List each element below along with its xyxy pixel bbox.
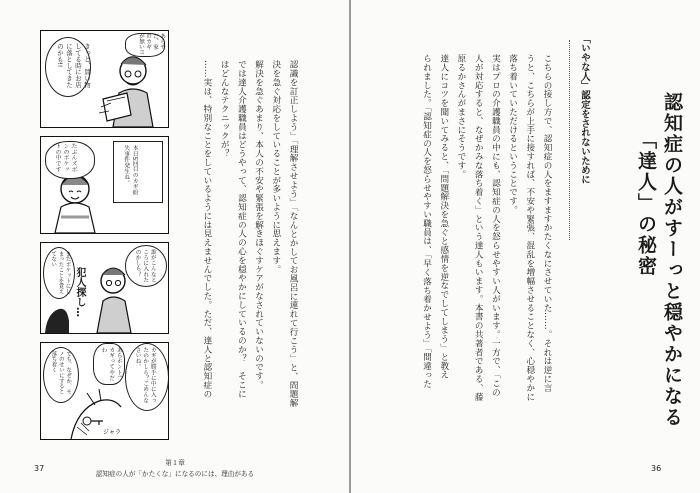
chapter-heading <box>625 92 685 452</box>
thought-text: またポケットにしまったことを覚えてない <box>50 251 71 295</box>
speech-text: 誰がこんなところに入れたのかしら？ <box>134 249 156 283</box>
text-line: うと、こちらが上手に接すれば、不安や緊張、混乱を増幅させることなく、心穏やかに <box>524 54 535 402</box>
right-page <box>351 0 700 493</box>
comic-panel-1 <box>40 30 169 128</box>
comic-panel-4 <box>40 342 169 440</box>
thought-text: でも、なぜか、モノのせいにすると落ち着く <box>50 351 72 395</box>
text-line: ……実は、特別なことをしているようには見えませんでした。ただ、達人と認知症の <box>201 60 212 399</box>
page-number: 37 <box>34 464 45 473</box>
left-page <box>0 0 349 493</box>
text-line: 原るかさんがまさにそうです。 <box>455 54 466 179</box>
running-title: 認知症の人が「かたくな」になるのには、理由がある <box>95 470 255 478</box>
text-line: 落ち着いていただけるということです。 <box>507 54 518 215</box>
right-body-text <box>405 54 555 434</box>
text-line: 決を急ぐ対応をしていることが多いように思えます。 <box>270 60 281 274</box>
left-body-text <box>197 60 301 435</box>
text-line: 認識を訂正しよう」「理解させよう」「なんとかしてお風呂に連れて行こう」と、問題解 <box>288 60 298 408</box>
sound-effect: ジャラ <box>103 429 121 436</box>
heading-line: 「達人」の秘密 <box>635 130 657 277</box>
text-line: 解決を急ぐあまり、本人の不安や緊張を解きほぐすケアがなされていないのです。 <box>253 60 264 390</box>
subheading-dotted-rule <box>569 40 570 240</box>
text-line: はどんなテクニックが？ <box>219 60 230 158</box>
speech-text: あらホント!カギってやだわ <box>100 347 122 381</box>
speech-text: たぶんズボンのポケットの中です <box>54 143 76 172</box>
comic-panel-3 <box>40 242 169 334</box>
text-line: 実はプロの介護職員の中にも、認知症の人を怒らせやすい人がいます。一方で、「この <box>490 54 501 397</box>
caption-text: 犯人探し… <box>74 267 85 317</box>
narration-text: 本日5回目のカギ紛失事件発生ね。 <box>122 145 138 196</box>
text-line: 人が対応すると、なぜかみな落ち着く」という達人もいます。本書の共著者である、藤 <box>473 54 484 402</box>
speech-text: カギが勝手に中に入ったのかしら？ごめんなさいね。 <box>134 347 156 403</box>
chapter-label: 第１章 <box>165 459 185 467</box>
speech-text: あらやだ、家のカギが無い!! <box>138 33 165 55</box>
section-subheading: 「いやな人」認定をされないために <box>579 34 590 185</box>
text-line: られました。「認知症の人を怒らせやすい職員は、「早く落ち着かせよう」「間違った <box>421 54 432 389</box>
page-number: 36 <box>651 464 662 473</box>
speech-text: きっと、買い物してる時にお店に落としてきたのかも!! <box>56 43 91 88</box>
text-line: 達人にコツを聞いてみると、「問題解決を急ぐと感情を逆なでしてしまう」と教え <box>438 54 449 379</box>
text-line: では達人介護職員はどうやって、認知症の人の心を穏やかにしているのか？ そこに <box>236 60 247 399</box>
comic-panel-2 <box>40 136 169 234</box>
heading-line: 認知症の人がすーっと穏やかになる <box>661 92 683 428</box>
text-line: こちらの接し方で、認知症の人をますますかたくなにさせていた……。それは逆に言 <box>542 54 552 393</box>
